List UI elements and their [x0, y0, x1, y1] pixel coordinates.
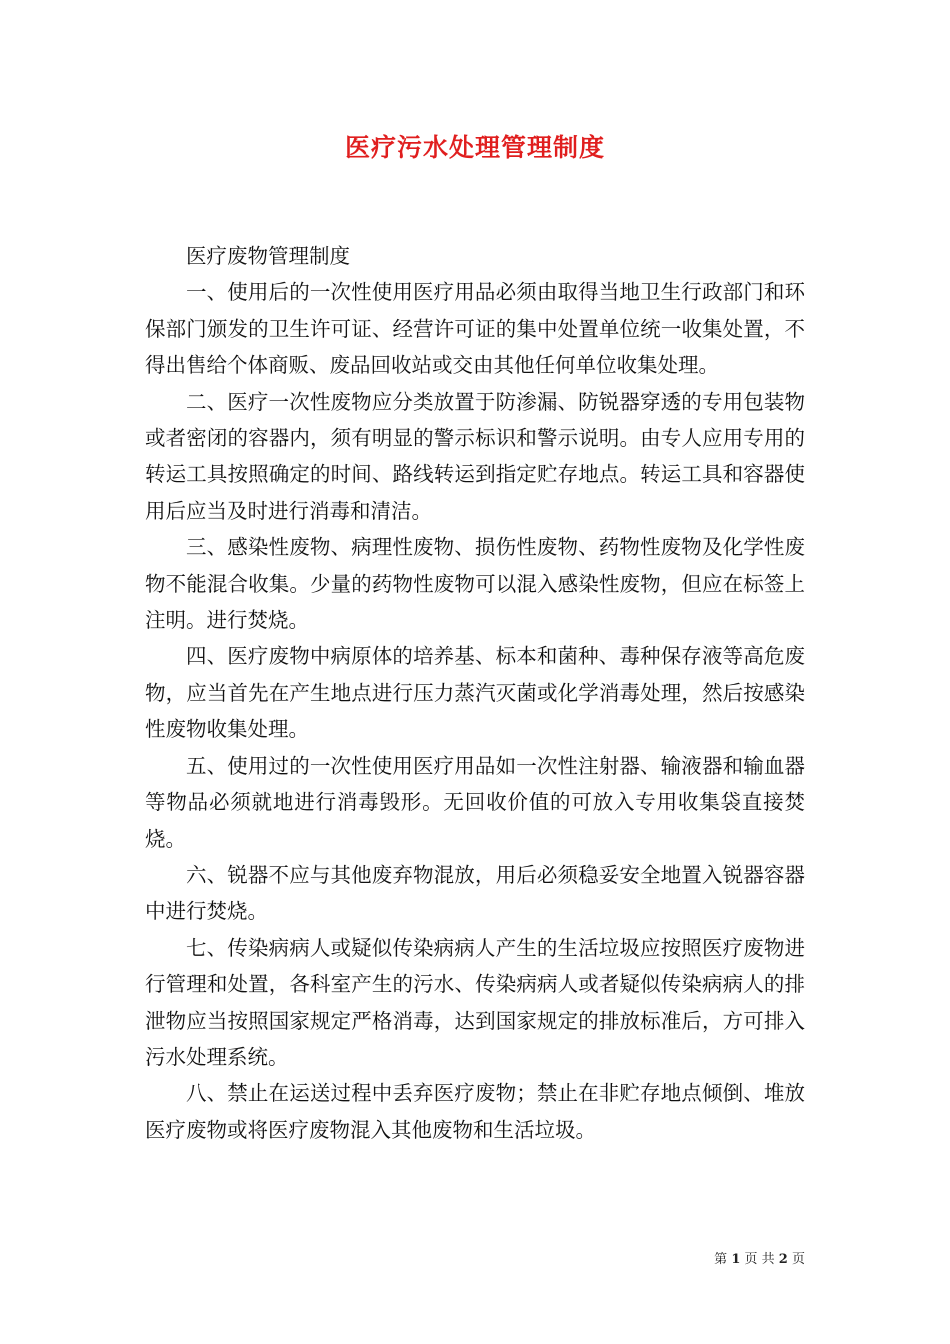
footer-total-pages: 2 [778, 1252, 788, 1267]
page-number-footer [714, 1248, 805, 1267]
paragraph-4: 四、医疗废物中病原体的培养基、标本和菌种、毒种保存液等高危废物，应当首先在产生地点进行压力蒸汽灭菌或化学消毒处理，然后按感染性废物收集处理。 [145, 644, 805, 742]
paragraph-7: 七、传染病病人或疑似传染病病人产生的生活垃圾应按照医疗废物进行管理和处置，各科室产生的污水、传染病病人或者疑似传染病病人的排泄物应当按照国家规定严格消毒，达到国家规定的排放标准后，方可排入污水处理系统。 [145, 935, 805, 1069]
document-title: 医疗污水处理管理制度 [344, 133, 605, 162]
document-body [145, 238, 805, 1148]
paragraph-2: 二、医疗一次性废物应分类放置于防渗漏、防锐器穿透的专用包装物或者密闭的容器内，须有明显的警示标识和警示说明。由专人应用专用的转运工具按照确定的时间、路线转运到指定贮存地点。转运工具和容器使用后应当及时进行消毒和清洁。 [145, 389, 805, 523]
paragraph-8: 八、禁止在运送过程中丢弃医疗废物；禁止在非贮存地点倾倒、堆放医疗废物或将医疗废物混入其他废物和生活垃圾。 [145, 1081, 805, 1142]
footer-middle: 页 共 [744, 1252, 775, 1267]
footer-current-page: 1 [731, 1252, 741, 1267]
paragraph-1: 一、使用后的一次性使用医疗用品必须由取得当地卫生行政部门和环保部门颁发的卫生许可证、经营许可证的集中处置单位统一收集处置，不得出售给个体商贩、废品回收站或交由其他任何单位收集处理。 [145, 280, 805, 378]
paragraph-6: 六、锐器不应与其他废弃物混放，用后必须稳妥安全地置入锐器容器中进行焚烧。 [145, 862, 805, 924]
footer-suffix: 页 [791, 1252, 805, 1267]
paragraph-3: 三、感染性废物、病理性废物、损伤性废物、药物性废物及化学性废物不能混合收集。少量的药物性废物可以混入感染性废物，但应在标签上注明。进行焚烧。 [145, 535, 805, 633]
footer-prefix: 第 [714, 1252, 728, 1267]
section-heading: 医疗废物管理制度 [186, 244, 350, 268]
paragraph-5: 五、使用过的一次性使用医疗用品如一次性注射器、输液器和输血器等物品必须就地进行消毒毁形。无回收价值的可放入专用收集袋直接焚烧。 [145, 753, 805, 851]
